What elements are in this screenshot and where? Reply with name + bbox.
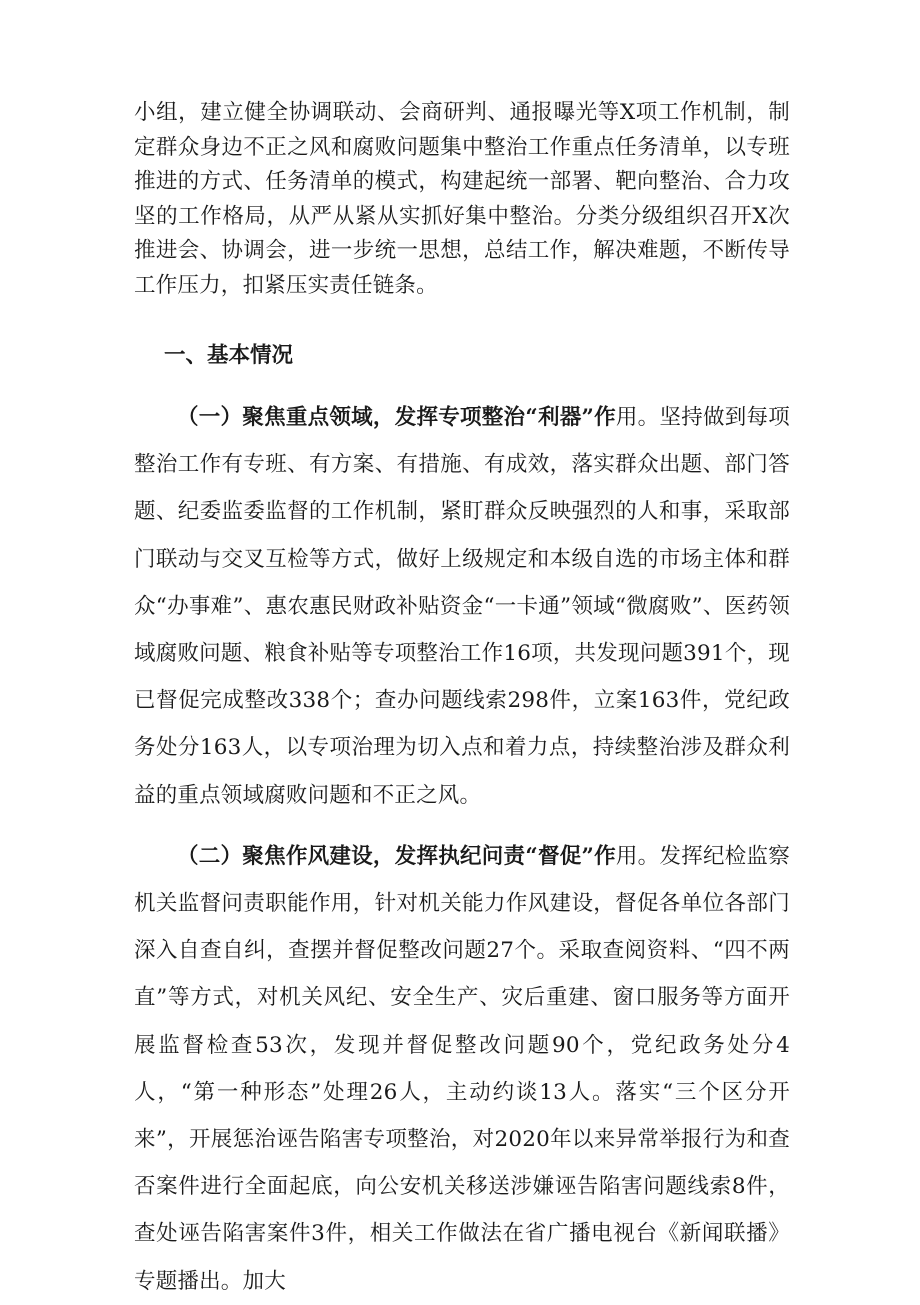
section-1-paragraph [134,394,790,819]
document-page [134,96,790,1305]
section-2-lead: （二）聚焦作风建设，发挥执纪问责“督促”作 [177,843,616,869]
section-heading: 一、基本情况 [164,343,294,368]
section-2-paragraph [134,833,790,1305]
section-1-body: 用。坚持做到每项整治工作有专班、有方案、有措施、有成效，落实群众出题、部门答题、纪委监委监督的工作机制，紧盯群众反映强烈的人和事，采取部门联动与交叉互检等方式，做好上级规定和本级自选的市场主体和群众“办事难”、惠农惠民财政补贴资金“一卡通”领域“微腐败”、医药领域腐败问题、粮食补贴等专项整治工作16项，共发现问题391个，现已督促完成整改338个；查办问题线索298件，立案163件，党纪政务处分163人，以专项治理为切入点和着力点，持续整治涉及群众利益的重点领域腐败问题和不正之风。 [134,405,790,808]
section-2-body: 用。发挥纪检监察机关监督问责职能作用，针对机关能力作风建设，督促各单位各部门深入自查自纠，查摆并督促整改问题27个。采取查阅资料、“四不两直”等方式，对机关风纪、安全生产、灾后重建、窗口服务等方面开展监督检查53次，发现并督促整改问题90个，党纪政务处分4人，“第一种形态”处理26人，主动约谈13人。落实“三个区分开来”，开展惩治诬告陷害专项整治，对2020年以来异常举报行为和查否案件进行全面起底，向公安机关移送涉嫌诬告陷害问题线索8件，查处诬告陷害案件3件，相关工作做法在省广播电视台《新闻联播》专题播出。加大 [134,843,790,1294]
intro-paragraph: 小组，建立健全协调联动、会商研判、通报曝光等X项工作机制，制定群众身边不正之风和腐败问题集中整治工作重点任务清单，以专班推进的方式、任务清单的模式，构建起统一部署、靶向整治、合力攻坚的工作格局，从严从紧从实抓好集中整治。分类分级组织召开X次推进会、协调会，进一步统一思想，总结工作，解决难题，不断传导工作压力，扣紧压实责任链条。 [134,100,790,298]
section-1-lead: （一）聚焦重点领域，发挥专项整治“利器”作 [177,405,616,430]
